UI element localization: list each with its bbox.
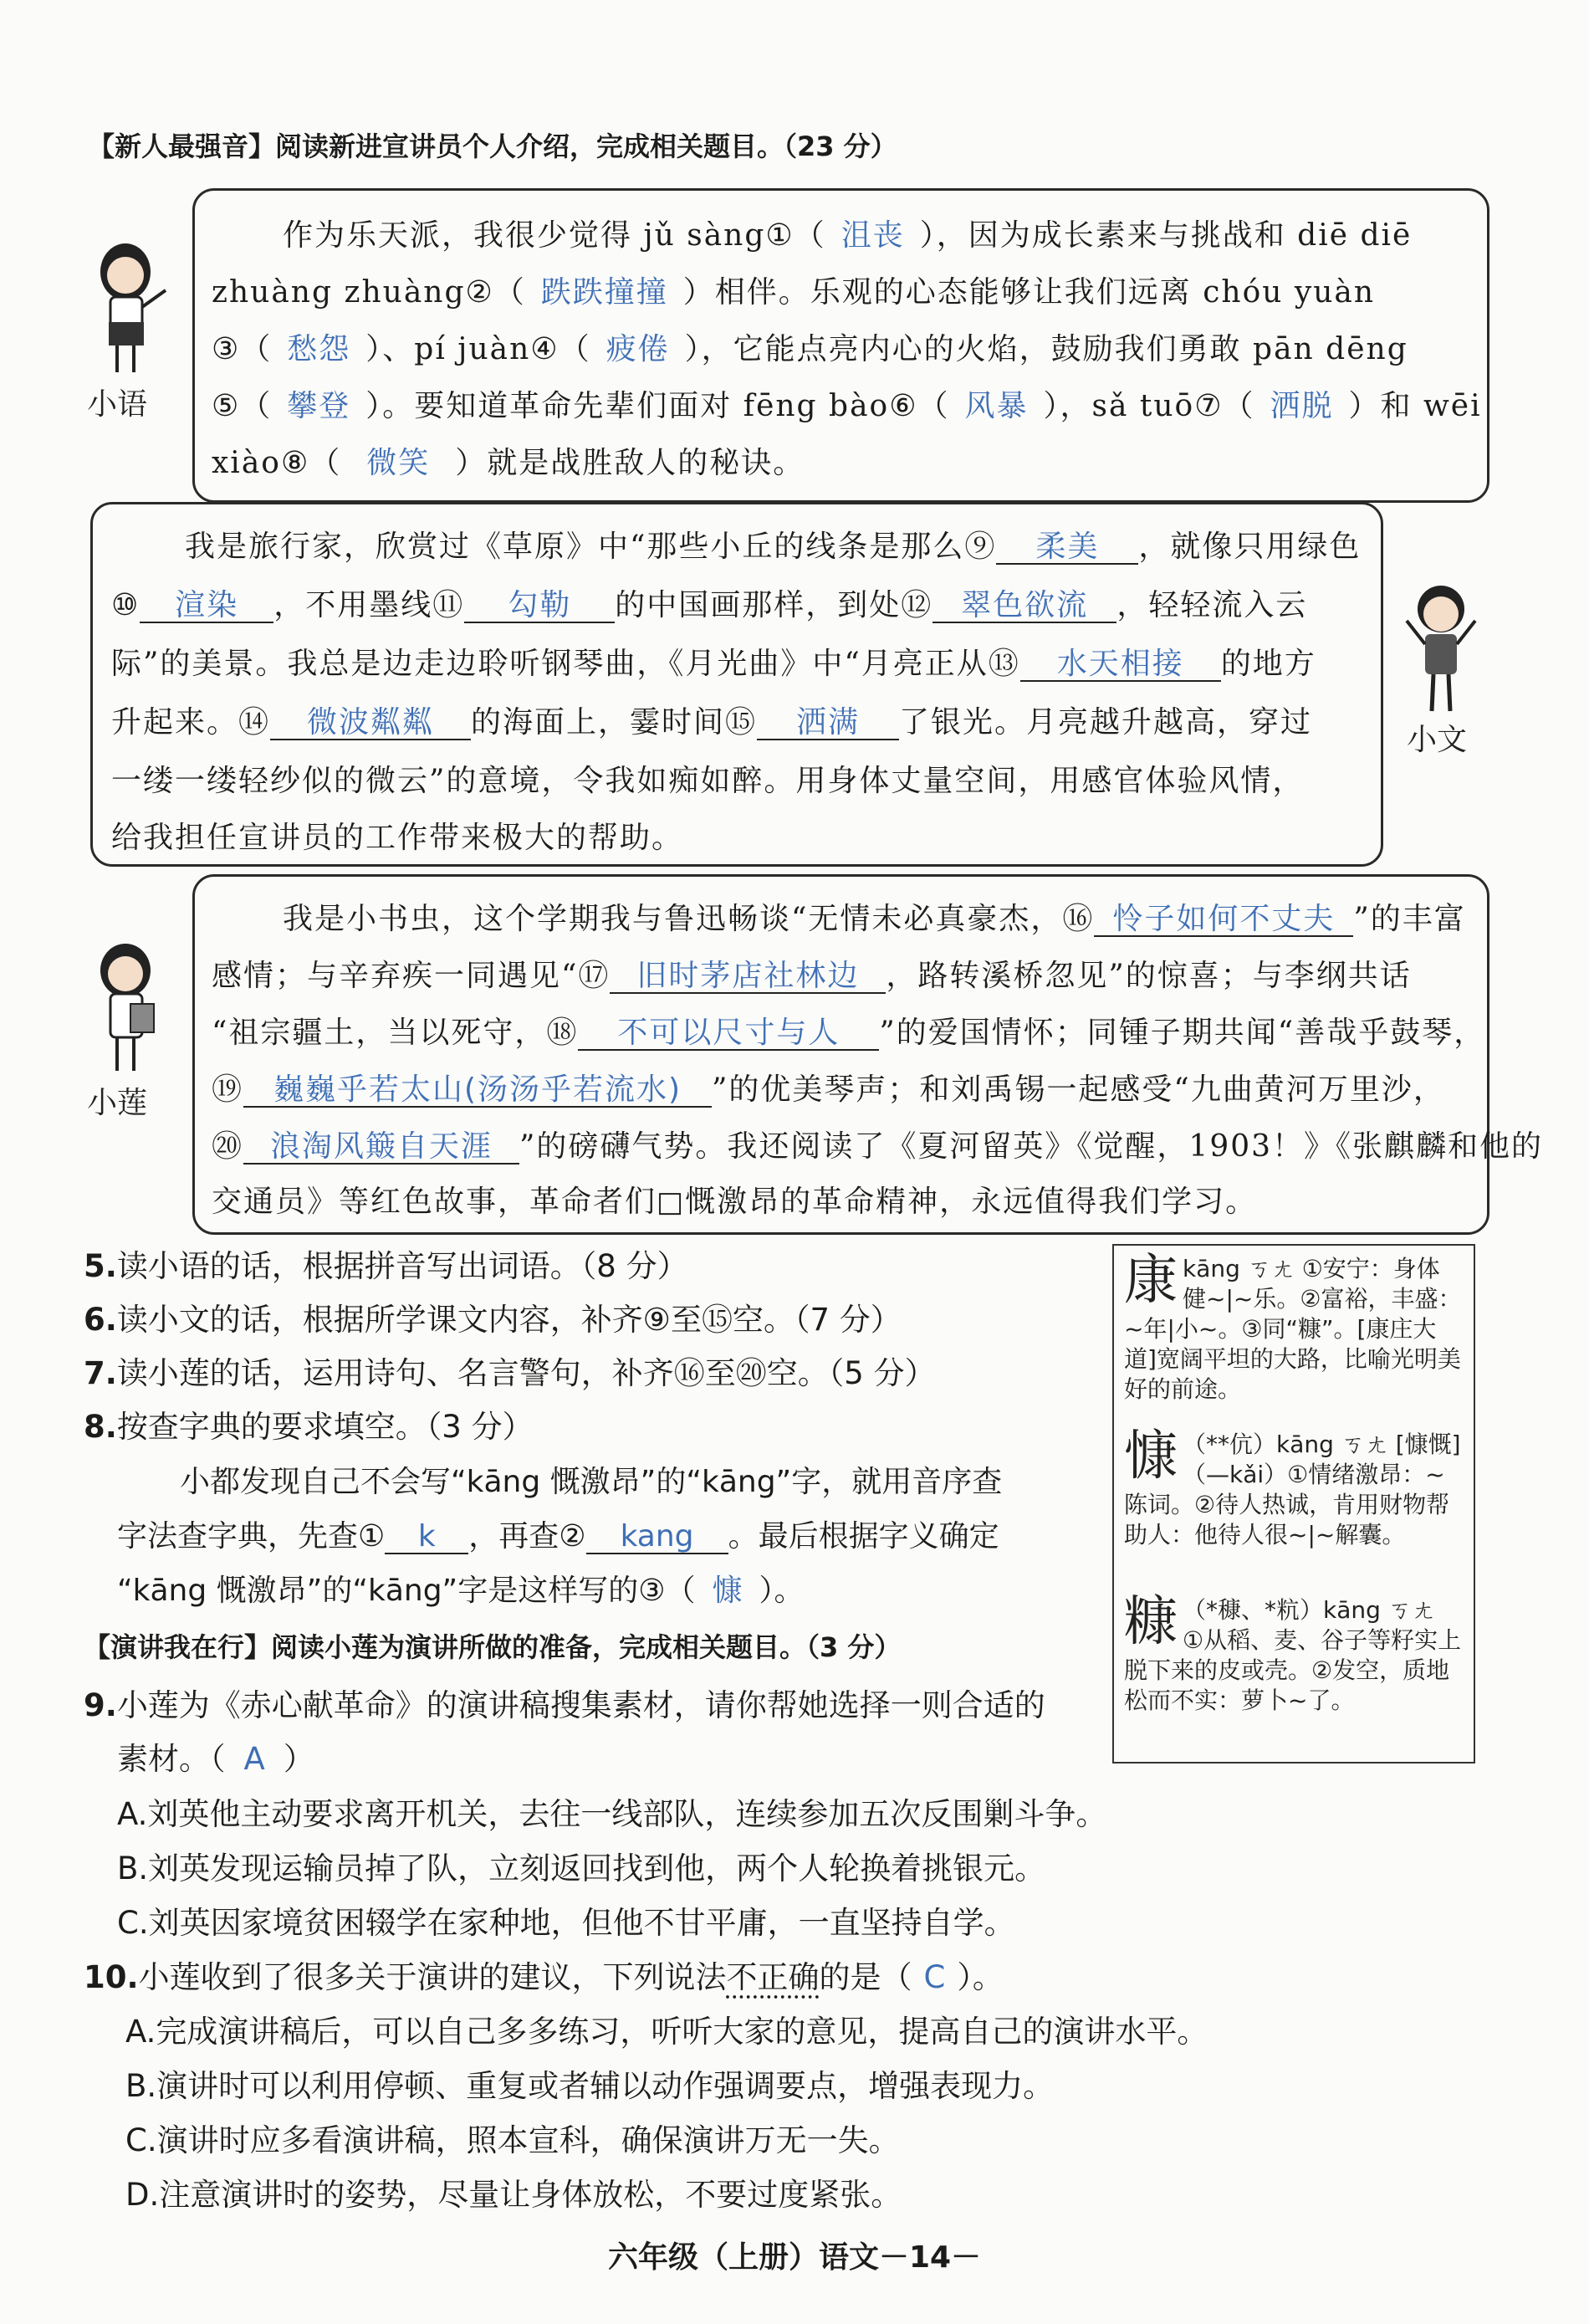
dictionary-excerpt	[1112, 1244, 1475, 1763]
question-8-text-line-2: 字法查字典，先查① k ，再查② kang 。最后根据字义确定	[117, 1519, 999, 1554]
dictionary-entry-kang-1: 康kāng ㄎㄤ ①安宁：身体健~|~乐。②富裕，丰盛：~年|小~。③同“糠”。[康庄大道]宽阔平坦的大路，比喻光明美好的前途。	[1124, 1250, 1462, 1403]
xiaoyu-line-5: xiào⑧（ 微笑 ）就是战胜敌人的秘诀。	[212, 446, 805, 480]
question-9-option-b: B.刘英发现运输员掉了队，立刻返回找到他，两个人轮换着挑银元。	[117, 1850, 1046, 1886]
boy-illustration-icon	[1395, 577, 1487, 719]
dictionary-entry-kang-2: 慷 （**伉）kāng ㄎㄤ [慷慨]（—kǎi）①情绪激昂：~陈词。②待人热诚，肯用财物帮助人：他待人很~|~解囊。	[1124, 1426, 1461, 1548]
xiaolian-line-5: ⑳ 浪淘风簸自天涯 ”的磅礴气势。我还阅读了《夏河留英》《觉醒，1903！》《张麒麟和他的	[212, 1129, 1544, 1164]
question-9: 9.小莲为《赤心献革命》的演讲稿搜集素材，请你帮她选择一则合适的	[84, 1687, 1045, 1723]
xiaoyu-line-2: zhuàng zhuàng②（ 跌跌撞撞 ）相伴。乐观的心态能够让我们远离 chóu yuàn	[212, 275, 1376, 310]
xiaoyu-line-4: ⑤（ 攀登 ）。要知道革命先辈们面对 fēng bào⑥（ 风暴 ），sǎ tuō⑦（ 洒脱 ）和 wēi	[212, 389, 1482, 423]
girl-illustration-icon	[84, 238, 176, 381]
question-10-option-d: D.注意演讲时的姿势，尽量让身体放松，不要过度紧张。	[125, 2177, 902, 2213]
section-header-new-voice: 【新人最强音】阅读新进宣讲员个人介绍，完成相关题目。（23 分）	[88, 131, 897, 162]
xiaoyu-line-1: 作为乐天派，我很少觉得 jǔ sàng①（ 沮丧 ），因为成长素来与挑战和 diē diē	[283, 218, 1413, 253]
xiaolian-line-1: 我是小书虫，这个学期我与鲁迅畅谈“无情未必真豪杰，⑯ 怜子如何不丈夫 ”的丰富	[283, 902, 1466, 936]
speech-box-xiaolian	[192, 874, 1544, 1235]
xiaolian-line-2: 感情；与辛弃疾一同遇见“⑰ 旧时茅店社林边 ，路转溪桥忽见”的惊喜；与李纲共话	[212, 959, 1412, 993]
xiaowen-line-6: 给我担任宣讲员的工作带来极大的帮助。	[111, 821, 684, 855]
question-10: 10.小莲收到了很多关于演讲的建议，下列说法不正确的是（ C ）。	[84, 1959, 1004, 1995]
xiaowen-line-1: 我是旅行家，欣赏过《草原》中“那些小丘的线条是那么⑨ 柔美 ，就像只用绿色	[185, 530, 1362, 564]
caption-xiaolian: 小莲	[87, 1086, 148, 1120]
xiaolian-line-3: “祖宗疆土，当以死守，⑱ 不可以尺寸与人 ”的爱国情怀；同锺子期共闻“善哉乎鼓琴，	[212, 1016, 1486, 1050]
caption-xiaoyu: 小语	[87, 387, 148, 422]
xiaowen-line-3: 际”的美景。我总是边走边聆听钢琴曲，《月光曲》中“月亮正从⑬ 水天相接 的地方	[111, 647, 1316, 681]
page-footer: 六年级（上册）语文－14－	[607, 2240, 982, 2275]
xiaolian-line-4: ⑲ 巍巍乎若太山(汤汤乎若流水) ”的优美琴声；和刘禹锡一起感受“九曲黄河万里沙，	[212, 1072, 1445, 1107]
xiaoyu-line-3: ③（ 愁怨 ）、pí juàn④（ 疲倦 ），它能点亮内心的火焰，鼓励我们勇敢 pān dēng	[212, 332, 1408, 366]
question-10-option-b: B.演讲时可以利用停顿、重复或者辅以动作强调要点，增强表现力。	[125, 2068, 1055, 2104]
section-header-speech: 【演讲我在行】阅读小莲为演讲所做的准备，完成相关题目。（3 分）	[84, 1631, 902, 1663]
question-7: 7.读小莲的话，运用诗句、名言警句，补齐⑯至⑳空。（5 分）	[84, 1355, 936, 1391]
question-8-text-line-3: “kāng 慨激昂”的“kāng”字是这样写的③（ 慷 ）。	[117, 1574, 805, 1608]
question-5: 5.读小语的话，根据拼音写出词语。（8 分）	[84, 1248, 688, 1284]
question-8: 8.按查字典的要求填空。（3 分）	[84, 1409, 534, 1445]
reading-girl-illustration-icon	[84, 937, 176, 1079]
question-9-option-a: A.刘英他主动要求离开机关，去往一线部队，连续参加五次反围剿斗争。	[117, 1796, 1107, 1832]
question-10-option-c: C.演讲时应多看演讲稿，照本宣科，确保演讲万无一失。	[125, 2122, 900, 2158]
xiaowen-line-4: 升起来。⑭ 微波粼粼 的海面上，霎时间⑮ 洒满 了银光。月亮越升越高，穿过	[111, 705, 1313, 740]
xiaolian-line-6: 交通员》等红色故事，革命者们□慨激昂的革命精神，永远值得我们学习。	[212, 1185, 1258, 1219]
question-9-line-2: 素材。（ A ）	[117, 1741, 314, 1777]
xiaowen-line-2: ⑩ 渲染 ，不用墨线⑪ 勾勒 的中国画那样，到处⑫ 翠色欲流 ，轻轻流入云	[111, 588, 1308, 622]
dictionary-entry-kang-3: 糠 （*穅、*粇）kāng ㄎㄤ ①从稻、麦、谷子等籽实上脱下来的皮或壳。②发空，质地松而不实：萝卜~了。	[1124, 1591, 1462, 1714]
xiaowen-line-5: 一缕一缕轻纱似的微云”的意境，令我如痴如醉。用身体丈量空间，用感官体验风情，	[111, 764, 1305, 798]
speech-box-xiaowen	[90, 502, 1383, 867]
speech-box-xiaoyu	[192, 188, 1489, 503]
question-8-text-line-1: 小都发现自己不会写“kāng 慨激昂”的“kāng”字，就用音序查	[180, 1465, 1003, 1499]
caption-xiaowen: 小文	[1407, 723, 1468, 757]
question-6: 6.读小文的话，根据所学课文内容，补齐⑨至⑮空。（7 分）	[84, 1302, 902, 1338]
question-10-option-a: A.完成演讲稿后，可以自己多多练习，听听大家的意见，提高自己的演讲水平。	[125, 2014, 1208, 2050]
question-9-option-c: C.刘英因家境贫困辍学在家种地，但他不甘平庸，一直坚持自学。	[117, 1905, 1015, 1941]
